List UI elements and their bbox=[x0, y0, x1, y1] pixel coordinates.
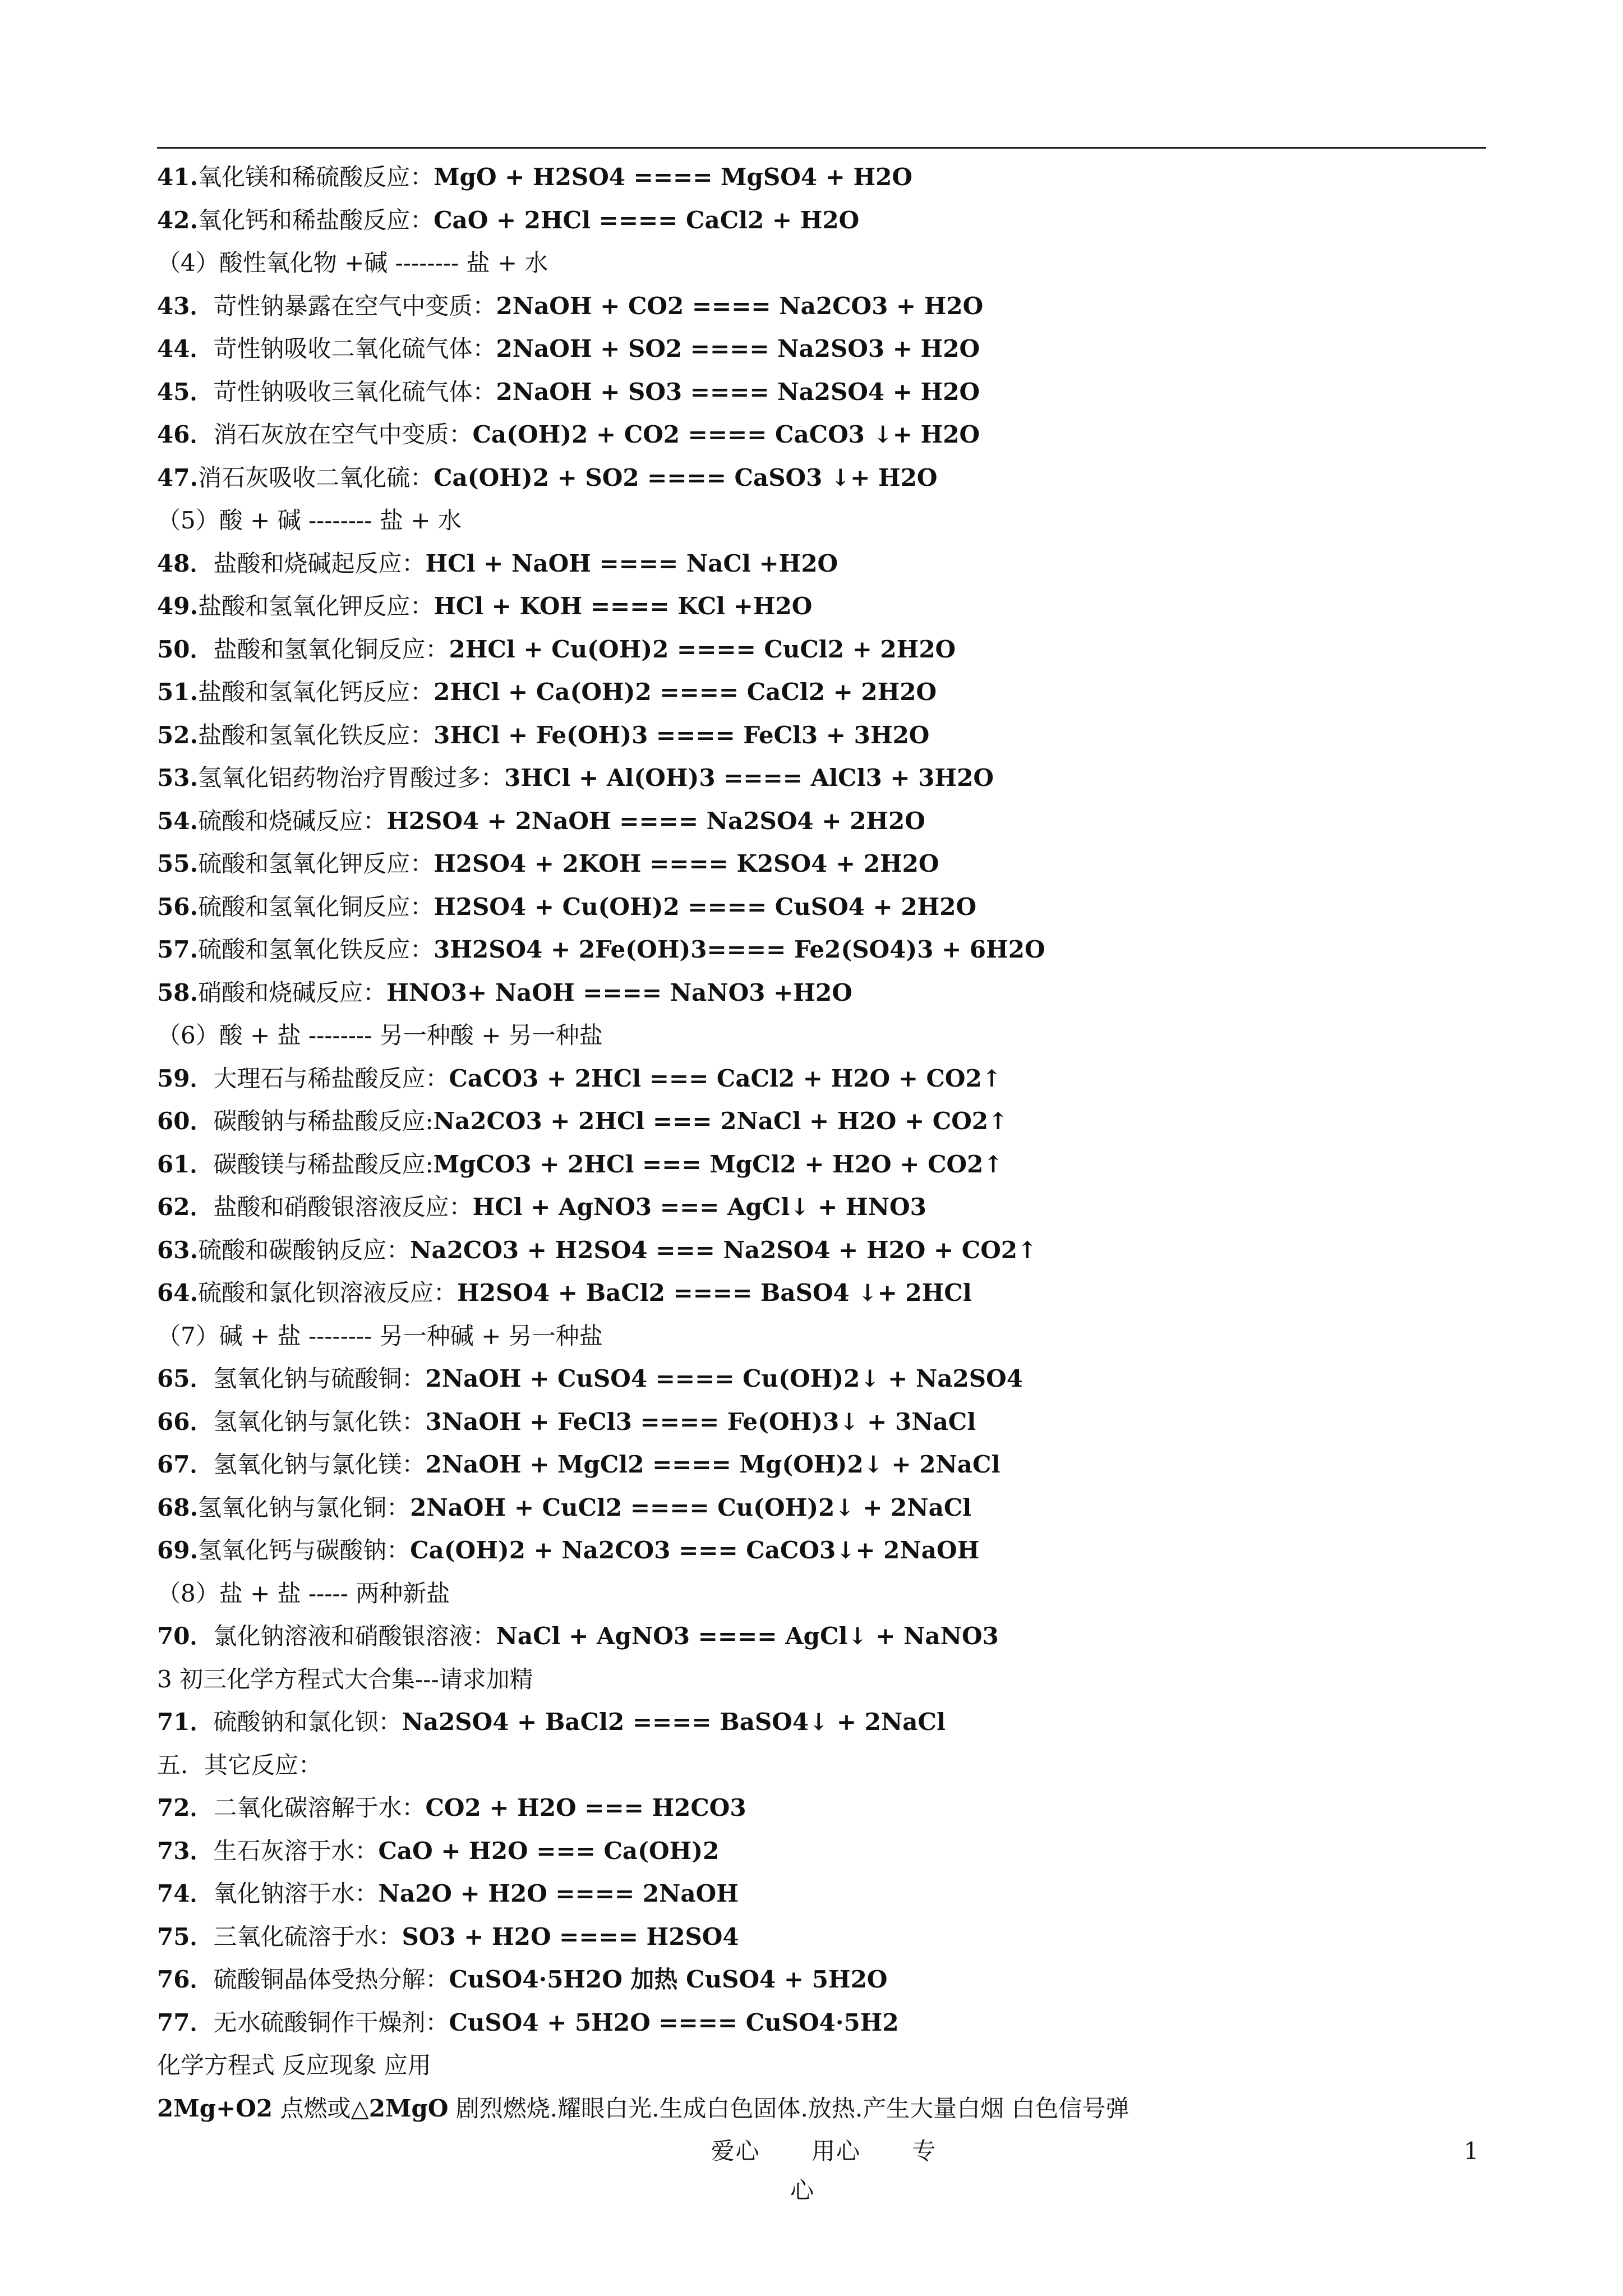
line-number: 51. bbox=[157, 678, 199, 706]
equation-line bbox=[157, 413, 1486, 457]
line-number: 53. bbox=[157, 764, 199, 792]
line-description: 盐酸和氢氧化铜反应： bbox=[213, 635, 449, 663]
equation-line bbox=[157, 1658, 1486, 1701]
chemical-equation: H2SO4 + 2KOH ==== K2SO4 + 2H2O bbox=[434, 850, 939, 877]
line-number: 44． bbox=[157, 335, 214, 362]
equation-line bbox=[157, 1315, 1486, 1358]
equation-line bbox=[157, 1487, 1486, 1530]
chemical-equation: HNO3+ NaOH ==== NaNO3 +H2O bbox=[386, 978, 852, 1006]
line-number: 56. bbox=[157, 892, 199, 921]
line-number: 49. bbox=[157, 592, 199, 620]
line-number: 67． bbox=[157, 1451, 214, 1478]
equation-line bbox=[157, 199, 1486, 242]
chemical-equation: 2NaOH + MgCl2 ==== Mg(OH)2↓ + 2NaCl bbox=[425, 1451, 1000, 1478]
line-description: 点燃或△ bbox=[273, 2094, 369, 2122]
chemical-equation: MgO + H2SO4 ==== MgSO4 + H2O bbox=[434, 163, 912, 191]
equation-line bbox=[157, 1358, 1486, 1401]
chemical-equation: Ca(OH)2 + CO2 ==== CaCO3 ↓+ H2O bbox=[472, 421, 980, 448]
footer-word-1: 爱心 bbox=[711, 2137, 760, 2165]
line-number: 54. bbox=[157, 807, 199, 835]
equation-line bbox=[157, 1057, 1486, 1101]
chemical-equation: 2MgO bbox=[368, 2094, 449, 2122]
line-description: 盐酸和硝酸银溶液反应： bbox=[213, 1193, 473, 1221]
equation-line bbox=[157, 1701, 1486, 1744]
page-number: 1 bbox=[1464, 2137, 1479, 2165]
line-description: 氢氧化钠与氯化铜： bbox=[198, 1493, 411, 1521]
line-number: 64. bbox=[157, 1279, 199, 1306]
line-description: 无水硫酸铜作干燥剂： bbox=[213, 2008, 449, 2036]
line-description: 氧化钙和稀盐酸反应： bbox=[198, 206, 434, 234]
chemical-equation: 3NaOH + FeCl3 ==== Fe(OH)3↓ + 3NaCl bbox=[425, 1407, 976, 1435]
line-description: 氢氧化钙与碳酸钠： bbox=[198, 1536, 411, 1564]
line-number: 69. bbox=[157, 1536, 199, 1564]
equation-line bbox=[157, 1872, 1486, 1916]
line-number: 47. bbox=[157, 463, 199, 491]
chemical-equation: 3H2SO4 + 2Fe(OH)3==== Fe2(SO4)3 + 6H2O bbox=[434, 936, 1045, 963]
document-body bbox=[157, 156, 1486, 2130]
chemical-equation: CaO + H2O === Ca(OH)2 bbox=[378, 1837, 720, 1865]
line-description: 碳酸钠与稀盐酸反应: bbox=[213, 1107, 434, 1135]
equation-line bbox=[157, 1958, 1486, 2001]
header-rule bbox=[157, 147, 1486, 149]
chemical-equation: 2HCl + Cu(OH)2 ==== CuCl2 + 2H2O bbox=[449, 635, 956, 663]
line-number: 76． bbox=[157, 1966, 214, 1993]
page-footer bbox=[0, 2132, 1623, 2204]
chemical-equation: NaCl + AgNO3 ==== AgCl↓ + NaNO3 bbox=[496, 1622, 999, 1650]
line-number: 2Mg+O2 bbox=[157, 2094, 273, 2122]
line-description: 碳酸镁与稀盐酸反应: bbox=[213, 1150, 434, 1178]
equation-line bbox=[157, 1443, 1486, 1487]
line-description: 3 初三化学方程式大合集---请求加精 bbox=[157, 1665, 533, 1693]
equation-line bbox=[157, 1014, 1486, 1057]
chemical-equation: Na2CO3 + H2SO4 === Na2SO4 + H2O + CO2↑ bbox=[410, 1236, 1038, 1264]
footer-word-2: 用心 bbox=[811, 2137, 861, 2165]
equation-line bbox=[157, 1830, 1486, 1873]
chemical-equation: 2NaOH + CuCl2 ==== Cu(OH)2↓ + 2NaCl bbox=[410, 1493, 972, 1521]
equation-line bbox=[157, 328, 1486, 371]
line-description: 苛性钠暴露在空气中变质： bbox=[213, 292, 496, 320]
footer-motto bbox=[673, 2132, 953, 2210]
chemical-equation: HCl + NaOH ==== NaCl +H2O bbox=[425, 549, 838, 577]
equation-line bbox=[157, 2001, 1486, 2045]
equation-line bbox=[157, 800, 1486, 843]
chemical-equation: Na2O + H2O ==== 2NaOH bbox=[378, 1880, 739, 1907]
chemical-equation: CO2 + H2O === H2CO3 bbox=[425, 1794, 746, 1821]
line-description: 三氧化硫溶于水： bbox=[213, 1922, 402, 1950]
equation-line bbox=[157, 542, 1486, 586]
line-description: 硫酸和烧碱反应： bbox=[198, 807, 387, 835]
equation-line bbox=[157, 1744, 1486, 1787]
line-description: （4）酸性氧化物 +碱 -------- 盐 + 水 bbox=[157, 249, 548, 277]
equation-line bbox=[157, 757, 1486, 800]
line-number: 73． bbox=[157, 1837, 214, 1865]
line-description: 硝酸和烧碱反应： bbox=[198, 978, 387, 1006]
line-description: 氢氧化钠与氯化铁： bbox=[213, 1407, 426, 1435]
line-number: 65． bbox=[157, 1365, 214, 1392]
line-description: 生石灰溶于水： bbox=[213, 1837, 379, 1865]
line-description: 五．其它反应： bbox=[157, 1751, 322, 1779]
equation-line bbox=[157, 671, 1486, 714]
line-number: 42. bbox=[157, 206, 199, 234]
line-description: 硫酸钠和氯化钡： bbox=[213, 1708, 402, 1736]
line-description: 氢氧化钠与氯化镁： bbox=[213, 1451, 426, 1478]
line-number: 75． bbox=[157, 1922, 214, 1950]
line-description: （5）酸 + 碱 -------- 盐 + 水 bbox=[157, 507, 462, 534]
line-number: 55. bbox=[157, 850, 199, 877]
line-description: 化学方程式 反应现象 应用 bbox=[157, 2051, 431, 2079]
chemical-equation: Na2CO3 + 2HCl === 2NaCl + H2O + CO2↑ bbox=[433, 1107, 1008, 1135]
chemical-equation: 2HCl + Ca(OH)2 ==== CaCl2 + 2H2O bbox=[434, 678, 937, 706]
line-description: 硫酸和氢氧化钾反应： bbox=[198, 850, 434, 877]
chemical-equation: CuSO4 + 5H2O ==== CuSO4·5H2 bbox=[449, 2008, 899, 2036]
chemical-equation: 3HCl + Fe(OH)3 ==== FeCl3 + 3H2O bbox=[434, 721, 930, 749]
equation-line bbox=[157, 1615, 1486, 1658]
chemical-equation: Na2SO4 + BaCl2 ==== BaSO4↓ + 2NaCl bbox=[402, 1708, 946, 1736]
line-description: 硫酸和氢氧化铜反应： bbox=[198, 892, 434, 921]
line-number: 45． bbox=[157, 378, 214, 406]
equation-line bbox=[157, 1529, 1486, 1572]
chemical-equation: 2NaOH + SO3 ==== Na2SO4 + H2O bbox=[496, 378, 980, 406]
equation-line bbox=[157, 1229, 1486, 1272]
chemical-equation: Ca(OH)2 + Na2CO3 === CaCO3↓+ 2NaOH bbox=[410, 1536, 980, 1564]
chemical-equation: HCl + AgNO3 === AgCl↓ + HNO3 bbox=[472, 1193, 926, 1221]
equation-line bbox=[157, 1572, 1486, 1616]
line-number: 70． bbox=[157, 1622, 214, 1650]
equation-line bbox=[157, 1401, 1486, 1444]
line-description: 氧化钠溶于水： bbox=[213, 1880, 379, 1907]
line-description: 氧化镁和稀硫酸反应： bbox=[198, 163, 434, 191]
equation-line bbox=[157, 1787, 1486, 1830]
line-number: 46． bbox=[157, 421, 214, 448]
equation-line bbox=[157, 714, 1486, 757]
equation-line bbox=[157, 457, 1486, 500]
line-description: 消石灰放在空气中变质： bbox=[213, 421, 473, 448]
line-number: 48． bbox=[157, 549, 214, 577]
equation-line bbox=[157, 242, 1486, 285]
equation-line bbox=[157, 2044, 1486, 2087]
line-number: 72． bbox=[157, 1794, 214, 1821]
equation-line bbox=[157, 1100, 1486, 1143]
chemical-equation: 2NaOH + CO2 ==== Na2CO3 + H2O bbox=[496, 292, 984, 320]
equation-line bbox=[157, 1916, 1486, 1959]
line-number: 60． bbox=[157, 1107, 214, 1135]
equation-line bbox=[157, 843, 1486, 886]
equation-line bbox=[157, 585, 1486, 628]
chemical-equation: 2NaOH + CuSO4 ==== Cu(OH)2↓ + Na2SO4 bbox=[425, 1365, 1023, 1392]
line-number: 77． bbox=[157, 2008, 214, 2036]
chemical-equation: H2SO4 + Cu(OH)2 ==== CuSO4 + 2H2O bbox=[434, 892, 977, 921]
line-number: 41. bbox=[157, 163, 199, 191]
footer-word-3: 专心 bbox=[790, 2137, 937, 2204]
line-number: 58. bbox=[157, 978, 199, 1006]
line-description: 氢氧化铝药物治疗胃酸过多： bbox=[198, 764, 505, 792]
equation-line bbox=[157, 371, 1486, 414]
chemical-equation: MgCO3 + 2HCl === MgCl2 + H2O + CO2↑ bbox=[433, 1150, 1003, 1178]
line-description: 硫酸和氯化钡溶液反应： bbox=[198, 1279, 458, 1306]
line-description: 苛性钠吸收三氧化硫气体： bbox=[213, 378, 496, 406]
equation-line bbox=[157, 156, 1486, 199]
line-description: （8）盐 + 盐 ----- 两种新盐 bbox=[157, 1579, 450, 1607]
line-description: 氢氧化钠与硫酸铜： bbox=[213, 1365, 426, 1392]
line-description: 大理石与稀盐酸反应： bbox=[213, 1064, 449, 1092]
chemical-equation: SO3 + H2O ==== H2SO4 bbox=[402, 1922, 739, 1950]
line-number: 63. bbox=[157, 1236, 199, 1264]
line-description: 盐酸和烧碱起反应： bbox=[213, 549, 426, 577]
chemical-equation: 3HCl + Al(OH)3 ==== AlCl3 + 3H2O bbox=[504, 764, 994, 792]
equation-line bbox=[157, 499, 1486, 542]
equation-line bbox=[157, 1186, 1486, 1229]
line-description: 氯化钠溶液和硝酸银溶液： bbox=[213, 1622, 496, 1650]
line-description: 盐酸和氢氧化钾反应： bbox=[198, 592, 434, 620]
line-number: 50． bbox=[157, 635, 214, 663]
chemical-equation: H2SO4 + 2NaOH ==== Na2SO4 + 2H2O bbox=[386, 807, 925, 835]
line-number: 71． bbox=[157, 1708, 214, 1736]
equation-line bbox=[157, 285, 1486, 328]
line-description: 盐酸和氢氧化钙反应： bbox=[198, 678, 434, 706]
line-number: 62． bbox=[157, 1193, 214, 1221]
chemical-equation: HCl + KOH ==== KCl +H2O bbox=[434, 592, 813, 620]
equation-line bbox=[157, 928, 1486, 972]
chemical-equation: Ca(OH)2 + SO2 ==== CaSO3 ↓+ H2O bbox=[434, 463, 938, 491]
line-description: 盐酸和氢氧化铁反应： bbox=[198, 721, 434, 749]
line-number: 52. bbox=[157, 721, 199, 749]
equation-line bbox=[157, 972, 1486, 1015]
line-description: 硫酸铜晶体受热分解： bbox=[213, 1966, 449, 1993]
reaction-phenomenon: 剧烈燃烧.耀眼白光.生成白色固体.放热.产生大量白烟 白色信号弹 bbox=[448, 2094, 1129, 2122]
chemical-equation: 2NaOH + SO2 ==== Na2SO3 + H2O bbox=[496, 335, 980, 362]
line-number: 66． bbox=[157, 1407, 214, 1435]
line-description: （6）酸 + 盐 -------- 另一种酸 + 另一种盐 bbox=[157, 1022, 603, 1049]
equation-line bbox=[157, 1272, 1486, 1315]
line-description: 二氧化碳溶解于水： bbox=[213, 1794, 426, 1821]
chemical-equation: H2SO4 + BaCl2 ==== BaSO4 ↓+ 2HCl bbox=[457, 1279, 972, 1306]
equation-line bbox=[157, 1143, 1486, 1186]
chemical-equation: CaO + 2HCl ==== CaCl2 + H2O bbox=[434, 206, 860, 234]
line-description: 消石灰吸收二氧化硫： bbox=[198, 463, 434, 491]
line-number: 74． bbox=[157, 1880, 214, 1907]
equation-line bbox=[157, 886, 1486, 929]
chemical-equation: CaCO3 + 2HCl === CaCl2 + H2O + CO2↑ bbox=[449, 1064, 1002, 1092]
line-description: 硫酸和氢氧化铁反应： bbox=[198, 936, 434, 963]
line-description: （7）碱 + 盐 -------- 另一种碱 + 另一种盐 bbox=[157, 1322, 603, 1350]
line-number: 43． bbox=[157, 292, 214, 320]
line-number: 57. bbox=[157, 936, 199, 963]
chemical-equation: CuSO4·5H2O 加热 CuSO4 + 5H2O bbox=[449, 1966, 888, 1993]
line-number: 61． bbox=[157, 1150, 214, 1178]
equation-line bbox=[157, 628, 1486, 671]
line-description: 硫酸和碳酸钠反应： bbox=[198, 1236, 411, 1264]
line-number: 68. bbox=[157, 1493, 199, 1521]
line-description: 苛性钠吸收二氧化硫气体： bbox=[213, 335, 496, 362]
equation-line bbox=[157, 2087, 1486, 2131]
line-number: 59． bbox=[157, 1064, 214, 1092]
